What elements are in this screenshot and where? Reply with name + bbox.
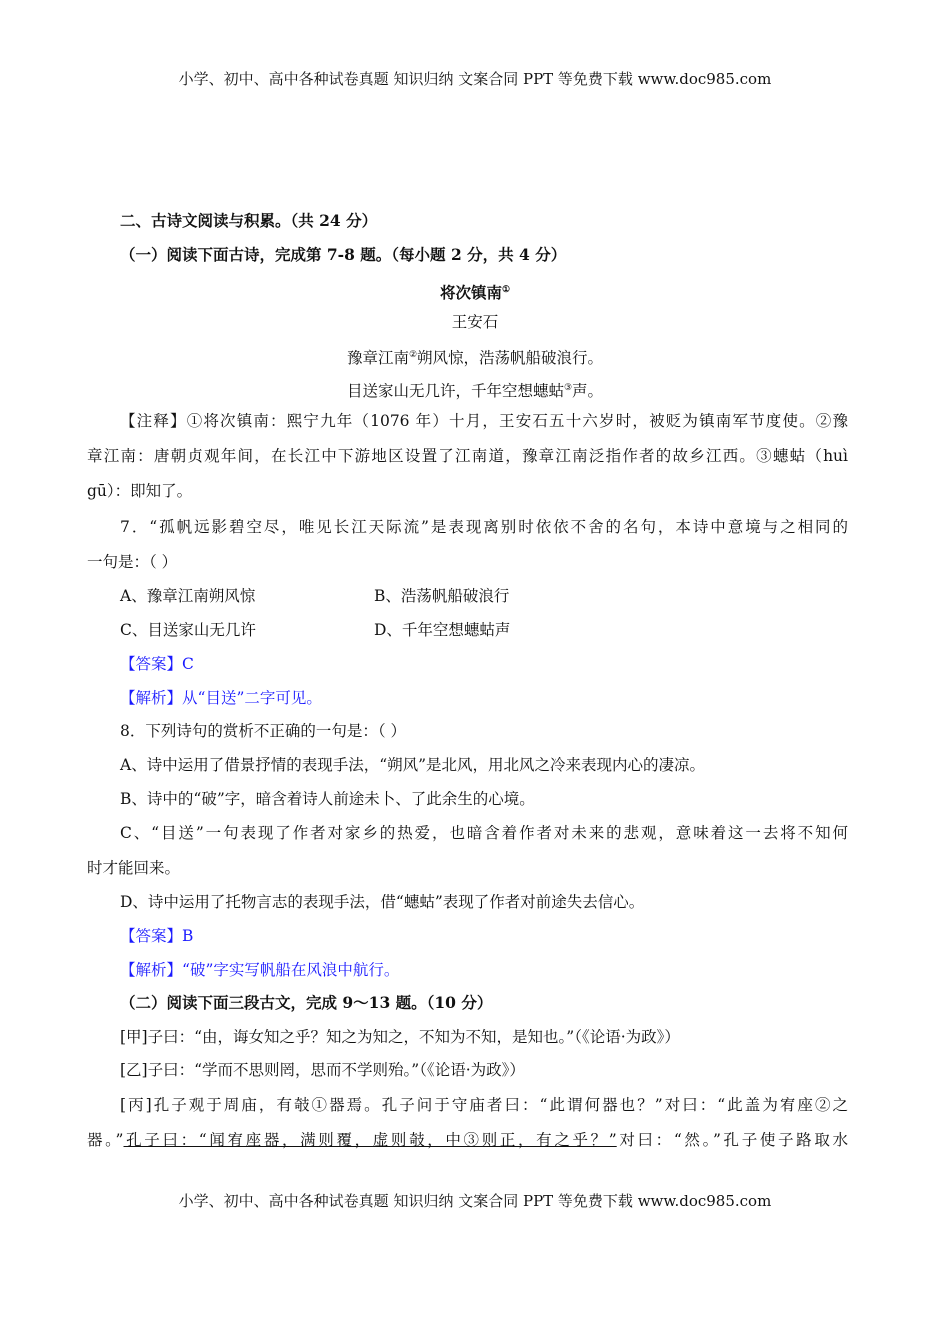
question-stem: 8．下列诗句的赏析不正确的一句是：（ ） <box>120 722 407 740</box>
text-bing: 器。”孔子曰：“闻宥座器，满则覆，虚则攲，中③则正，有之乎？”对曰：“然。”孔子使子路取水 <box>87 1131 848 1149</box>
option-d: D、千年空想蟪蛄声 <box>374 621 511 639</box>
analysis: 【解析】从“目送”二字可见。 <box>120 689 322 707</box>
text-bing: [丙]孔子观于周庙，有攲①器焉。孔子问于守庙者曰：“此谓何器也？”对曰：“此盖为宥座②之 <box>120 1096 848 1114</box>
page-header: 小学、初中、高中各种试卷真题 知识归纳 文案合同 PPT 等免费下载 www.doc985.com <box>178 70 772 88</box>
option-a: A、诗中运用了借景抒情的表现手法，“朔风”是北风，用北风之冷来表现内心的凄凉。 <box>120 756 706 774</box>
section-heading: 二、古诗文阅读与积累。（共 24 分） <box>120 211 378 230</box>
option-b: B、浩荡帆船破浪行 <box>374 587 510 605</box>
poem-title: 将次镇南① <box>439 283 511 303</box>
answer: 【答案】B <box>120 927 194 945</box>
poem-line: 目送家山无几许，千年空想蟪蛄③声。 <box>346 382 604 401</box>
option-c: C、“目送”一句表现了作者对家乡的热爱，也暗含着作者对未来的悲观，意味着这一去将不知何 <box>120 824 848 842</box>
option-c-cont: 时才能回来。 <box>87 859 181 877</box>
notes-line: 章江南：唐朝贞观年间，在长江中下游地区设置了江南道，豫章江南泛指作者的故乡江西。③蟪蛄（huì <box>87 447 848 465</box>
option-d: D、诗中运用了托物言志的表现手法，借“蟪蛄”表现了作者对前途失去信心。 <box>120 893 645 911</box>
option-b: B、诗中的“破”字，暗含着诗人前途未卜、了此余生的心境。 <box>120 790 535 808</box>
notes-line: 【注释】①将次镇南：熙宁九年（1076 年）十月，王安石五十六岁时，被贬为镇南军节度使。②豫 <box>120 412 848 430</box>
option-a: A、豫章江南朔风惊 <box>120 587 256 605</box>
page-footer: 小学、初中、高中各种试卷真题 知识归纳 文案合同 PPT 等免费下载 www.doc985.com <box>178 1192 772 1210</box>
answer: 【答案】C <box>120 655 194 673</box>
poem-author: 王安石 <box>451 313 499 331</box>
question-stem: 一句是：（ ） <box>87 553 178 571</box>
notes-line: gū）：即知了。 <box>87 482 193 500</box>
question-stem: 7．“孤帆远影碧空尽，唯见长江天际流”是表现离别时依依不舍的名句，本诗中意境与之相同的 <box>120 518 848 536</box>
part-heading: （二）阅读下面三段古文，完成 9～13 题。（10 分） <box>120 993 493 1012</box>
text-yi: [乙]子曰：“学而不思则罔，思而不学则殆。”（《论语·为政》） <box>120 1061 525 1079</box>
text-jia: [甲]子曰：“由，诲女知之乎？知之为知之，不知为不知，是知也。”（《论语·为政》） <box>120 1028 680 1046</box>
poem-line: 豫章江南②朔风惊，浩荡帆船破浪行。 <box>346 349 604 368</box>
analysis: 【解析】“破”字实写帆船在风浪中航行。 <box>120 961 400 979</box>
option-c: C、目送家山无几许 <box>120 621 256 639</box>
part-heading: （一）阅读下面古诗，完成第 7-8 题。（每小题 2 分，共 4 分） <box>120 245 567 264</box>
